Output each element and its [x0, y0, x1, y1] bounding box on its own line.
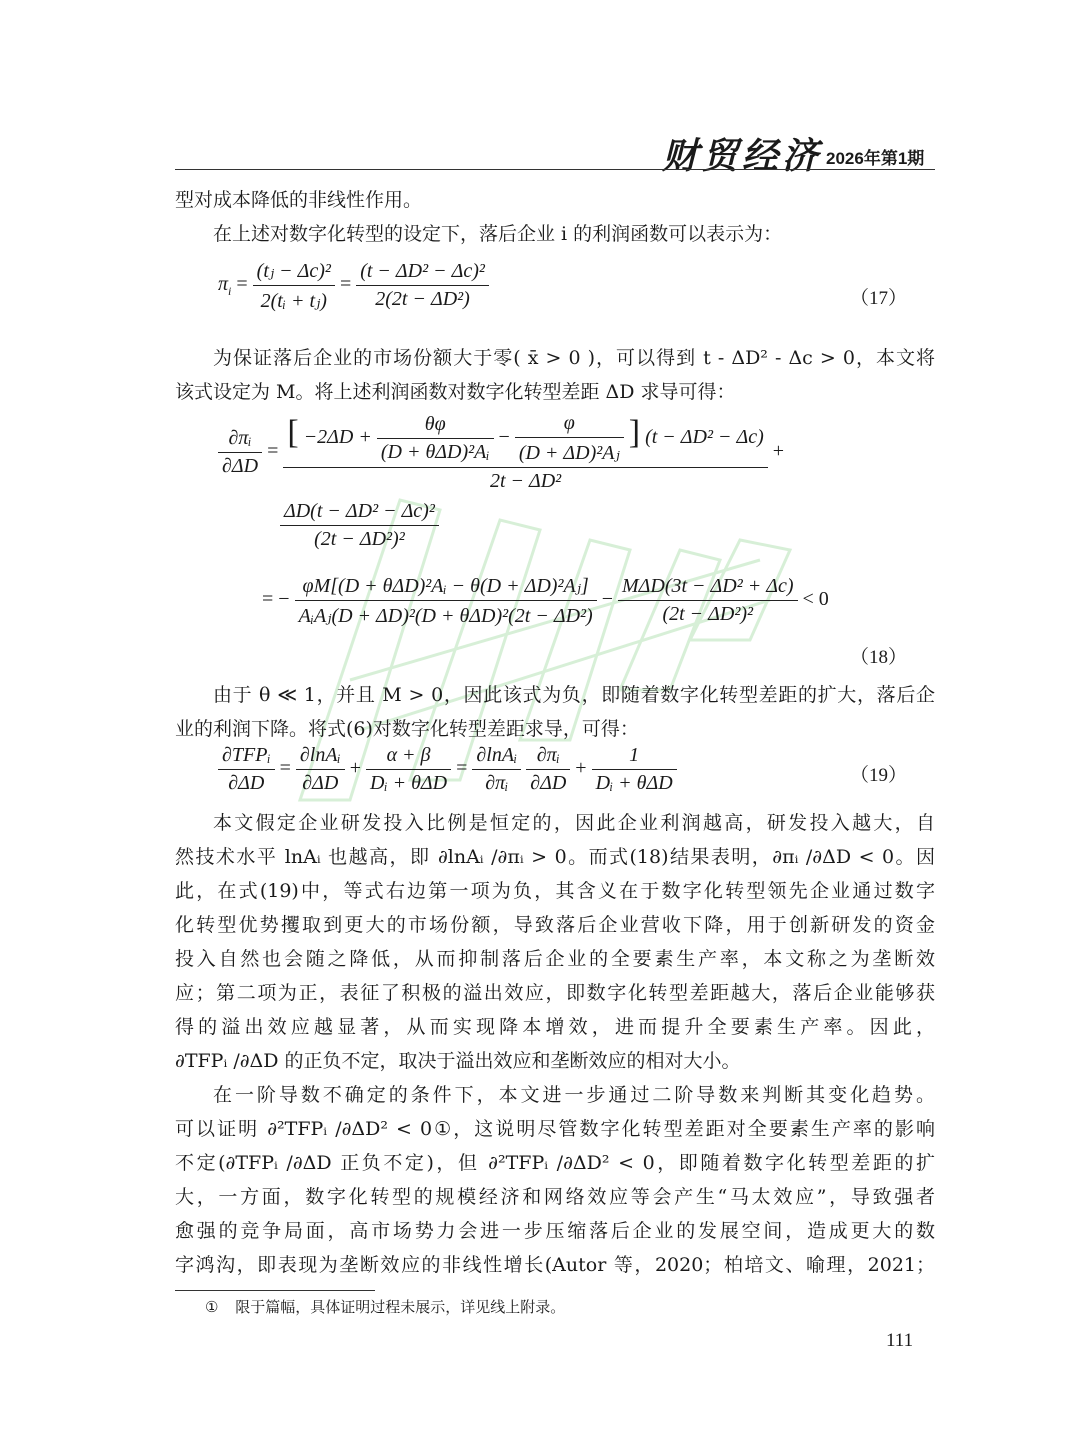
paragraph-6-line-5: 愈强的竞争局面，高市场势力会进一步压缩落后企业的发展空间，造成更大的数	[175, 1220, 935, 1242]
eq18-line3-frac-2: $\frac{\text{MΔD(3t − ΔD² + Δc)}}{\text{(2t − ΔD²)²}}$	[618, 575, 798, 626]
equation-18-line-3: = − $\frac{\text{φM[(D + θΔD)²Aᵢ − θ(D + ΔD)²Aⱼ]}}{\text{AᵢAⱼ(D + ΔD)²(D + θΔD)²(2t − ΔD²)}}$ − $\frac{\text{MΔD(3t − ΔD² + Δc)}}{\text{(2t − ΔD²)²}}$ < 0	[262, 575, 829, 627]
eq19-frac-4: $\frac{\text{∂lnAᵢ}}{\text{∂πᵢ}}$	[472, 744, 521, 795]
eq18-main-fraction: [ −2ΔD + $\frac{\theta\varphi}{\text{(D + θΔD)²Aᵢ}}$ − $\frac{\varphi}{\text{(D + ΔD)²Aⱼ}}$ ] (t − ΔD² − Δc) 2t − ΔD²	[283, 412, 767, 493]
paragraph-6-line-3: 不定(∂TFPᵢ /∂ΔD 正负不定)，但 ∂²TFPᵢ /∂ΔD² < 0，即随着数字化转型差距的扩	[175, 1152, 935, 1174]
paragraph-5-line-2: 然技术水平 lnAᵢ 也越高，即 ∂lnAᵢ /∂πᵢ > 0。而式(18)结果表明，∂πᵢ /∂ΔD < 0。因	[175, 846, 935, 868]
eq18-line3-frac-1: $\frac{\text{φM[(D + θΔD)²Aᵢ − θ(D + ΔD)²Aⱼ]}}{\text{AᵢAⱼ(D + ΔD)²(D + θΔD)²(2t − ΔD²)}}$	[295, 573, 597, 628]
eq19-frac-3: $\frac{\alpha + \beta}{\text{Dᵢ + θΔD}}$	[366, 744, 451, 795]
issue-label: 2026年第1期	[826, 149, 925, 168]
eq17-lhs: $\pi_i$	[218, 273, 232, 299]
eq18-lhs: $\frac{\text{∂πᵢ}}{\partial\Delta D}$	[218, 427, 262, 478]
footnote-marker: ①	[205, 1298, 219, 1316]
paragraph-5-line-8: ∂TFPᵢ /∂ΔD 的正负不定，取决于溢出效应和垄断效应的相对大小。	[175, 1050, 741, 1072]
paragraph-5-line-6: 应；第二项为正，表征了积极的溢出效应，即数字化转型差距越大，落后企业能够获	[175, 982, 935, 1004]
footnote-rule	[175, 1290, 375, 1291]
eq18-frac-b: $\frac{\varphi}{\text{(D + ΔD)²Aⱼ}}$	[515, 412, 624, 465]
paragraph-market-share-line-2: 该式设定为 M。将上述利润函数对数字化转型差距 ΔD 求导可得：	[175, 381, 736, 403]
equation-17: $\pi_i$ = $\frac{\text{(tⱼ − Δc)²}}{\text{2(tᵢ + tⱼ)}}$ = $\frac{\text{(t − ΔD² − Δc)²}}{\text{2(2t − ΔD²)}}$	[218, 258, 489, 313]
eq18-frac-a: $\frac{\theta\varphi}{\text{(D + θΔD)²Aᵢ}}$	[377, 413, 494, 464]
eq17-fraction-1: $\frac{\text{(tⱼ − Δc)²}}{\text{2(tᵢ + tⱼ)}}$	[253, 258, 335, 313]
header-divider	[175, 169, 935, 170]
paragraph-theta-line-2: 业的利润下降。将式(6)对数字化转型差距求导，可得：	[175, 718, 639, 740]
equation-18-line-1: $\frac{\text{∂πᵢ}}{\partial\Delta D}$ = [ −2ΔD + $\frac{\theta\varphi}{\text{(D + θΔD)²Aᵢ}}$ − $\frac{\varphi}{\text{(D + ΔD)²Aⱼ}}$ ] (t − ΔD² − Δc) 2t − ΔD² +	[218, 412, 784, 493]
paragraph-5-line-4: 化转型优势攫取到更大的市场份额，导致落后企业营收下降，用于创新研发的资金	[175, 914, 935, 936]
eq19-frac-2: $\frac{\text{∂lnAᵢ}}{\partial\Delta D}$	[296, 744, 345, 795]
equation-18-number: （18）	[850, 647, 908, 668]
paragraph-profit-function: 在上述对数字化转型的设定下，落后企业 i 的利润函数可以表示为：	[213, 223, 783, 245]
paragraph-5-line-5: 投入自然也会随之降低，从而抑制落后企业的全要素生产率，本文称之为垄断效	[175, 948, 935, 970]
paragraph-5-line-1: 本文假定企业研发投入比例是恒定的，因此企业利润越高，研发投入越大，自	[213, 812, 935, 834]
footnote	[205, 1296, 565, 1317]
eq19-frac-6: $\frac{1}{\text{Dᵢ + θΔD}}$	[592, 744, 677, 795]
footnote-text: 限于篇幅，具体证明过程未展示，详见线上附录。	[235, 1298, 566, 1316]
equation-17-number: （17）	[850, 288, 908, 309]
eq17-fraction-2: $\frac{\text{(t − ΔD² − Δc)²}}{\text{2(2t − ΔD²)}}$	[356, 260, 489, 311]
page-number: 111	[886, 1330, 914, 1351]
paragraph-5-line-3: 此，在式(19)中，等式右边第一项为负，其含义在于数字化转型领先企业通过数字	[175, 880, 935, 902]
paragraph-theta-line-1: 由于 θ ≪ 1，并且 M > 0，因此该式为负，即随着数字化转型差距的扩大，落后企	[213, 684, 935, 706]
paragraph-6-line-4: 大，一方面，数字化转型的规模经济和网络效应等会产生“马太效应”，导致强者	[175, 1186, 935, 1208]
paragraph-intro: 型对成本降低的非线性作用。	[175, 189, 423, 211]
equation-19: $\frac{\text{∂TFPᵢ}}{\partial\Delta D}$ = $\frac{\text{∂lnAᵢ}}{\partial\Delta D}$ + $\frac{\alpha + \beta}{\text{Dᵢ + θΔD}}$ = $\frac{\text{∂lnAᵢ}}{\text{∂πᵢ}}$ $\frac{\text{∂πᵢ}}{\partial\Delta D}$ + $\frac{1}{\text{Dᵢ + θΔD}}$	[218, 744, 677, 795]
journal-title: 财贸经济	[661, 135, 822, 177]
paragraph-6-line-1: 在一阶导数不确定的条件下，本文进一步通过二阶导数来判断其变化趋势。	[213, 1084, 935, 1106]
eq19-frac-1: $\frac{\text{∂TFPᵢ}}{\partial\Delta D}$	[218, 744, 275, 795]
equation-19-number: （19）	[850, 765, 908, 786]
equation-18-line-2	[280, 500, 439, 551]
paragraph-5-line-7: 得的溢出效应越显著，从而实现降本增效，进而提升全要素生产率。因此，	[175, 1016, 935, 1038]
eq19-frac-5: $\frac{\text{∂πᵢ}}{\partial\Delta D}$	[526, 744, 570, 795]
paragraph-market-share-line-1: 为保证落后企业的市场份额大于零( x̄ > 0 )，可以得到 t - ΔD² - Δc > 0，本文将	[213, 347, 935, 369]
paragraph-6-line-6: 字鸿沟，即表现为垄断效应的非线性增长(Autor 等，2020；柏培文、喻理，2021；	[175, 1248, 935, 1282]
eq18-second-fraction: $\frac{\text{ΔD(t − ΔD² − Δc)²}}{\text{(2t − ΔD²)²}}$	[280, 500, 439, 551]
paragraph-6-line-2: 可以证明 ∂²TFPᵢ /∂ΔD² < 0①，这说明尽管数字化转型差距对全要素生产率的影响	[175, 1118, 935, 1140]
